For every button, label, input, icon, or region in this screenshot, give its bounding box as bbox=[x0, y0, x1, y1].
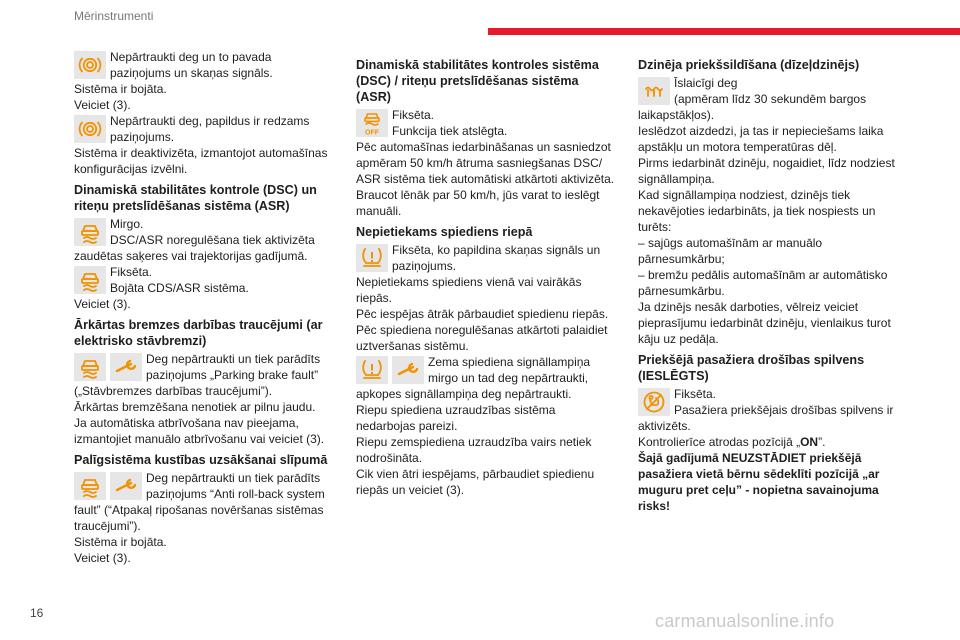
airbag-block bbox=[638, 386, 900, 418]
dsc-block-2 bbox=[74, 264, 336, 296]
text-line: nedarbojas pareizi. bbox=[356, 419, 458, 433]
text-line: Nepietiekams spiediens vienā vai vairākās bbox=[356, 275, 582, 289]
page-number: 16 bbox=[30, 606, 44, 620]
text-line: konfigurācijas izvēlni. bbox=[74, 162, 188, 176]
text-line: (apmēram līdz 30 sekundēm bargos bbox=[674, 92, 867, 106]
skid-car-off-icon bbox=[356, 109, 388, 137]
text-line: kāju uz pedāļa. bbox=[638, 332, 719, 346]
wrench-icon bbox=[392, 356, 424, 384]
text-line: Kontrolierīce atrodas pozīcijā „ON”. bbox=[638, 435, 826, 449]
dsc-off-block bbox=[356, 107, 619, 139]
text-line: Ieslēdzot aizdedzi, ja tas ir nepieciešams laika bbox=[638, 124, 884, 138]
text-line: Pirms iedarbināt dzinēju, nogaidiet, līdz nodziest bbox=[638, 156, 895, 170]
section-heading-emergency-brake: Ārkārtas bremzes darbības traucējumi (ar elektrisko stāvbremzi) bbox=[74, 318, 323, 348]
text-line: riepās. bbox=[356, 291, 393, 305]
warning-line: Šajā gadījumā NEUZSTĀDIET priekšējā bbox=[638, 451, 862, 465]
text-line: Nepārtraukti deg un to pavada bbox=[110, 50, 272, 64]
text-line: Īslaicīgi deg bbox=[674, 76, 738, 90]
text-line: Pēc spiediena noregulēšanas atkārtoti palaidiet bbox=[356, 323, 608, 337]
column-2 bbox=[356, 49, 619, 498]
text-line: Nepārtraukti deg, papildus ir redzams bbox=[110, 114, 310, 128]
section-heading-dsc: Dinamiskā stabilitātes kontrole (DSC) un riteņu pretslīdēšanas sistēma (ASR) bbox=[74, 183, 317, 213]
text-line: Ārkārtas bremzēšana nenotiek ar pilnu jaudu. bbox=[74, 400, 316, 414]
text-line: nodrošināta. bbox=[356, 451, 423, 465]
text-line: Braucot lēnāk par 50 km/h, jūs varat to ieslēgt bbox=[356, 188, 600, 202]
text-line: Pēc iespējas ātrāk pārbaudiet spiedienu riepās. bbox=[356, 307, 609, 321]
text-line: Zema spiediena signāllampiņa bbox=[428, 355, 591, 369]
text-line: apkopes signāllampiņa deg nepārtraukti. bbox=[356, 387, 572, 401]
text-line: Ja automātiska atbrīvošana nav pieejama, bbox=[74, 416, 299, 430]
skid-car-icon bbox=[74, 353, 106, 381]
text-line: pieprasījumu iedarbināt dzinēju, vienlaikus turot bbox=[638, 316, 891, 330]
emergency-brake-block bbox=[74, 351, 336, 383]
text-line: Fiksēta. bbox=[392, 108, 435, 122]
svg-text:OFF: OFF bbox=[365, 129, 379, 136]
text-line: laikapstākļos). bbox=[638, 108, 715, 122]
section-heading-dsc-off: Dinamiskā stabilitātes kontroles sistēma (DSC) / riteņu pretslīdēšanas sistēma (ASR) bbox=[356, 58, 599, 104]
glow-plug-icon bbox=[638, 77, 670, 105]
skid-car-icon bbox=[74, 266, 106, 294]
text-line: – bremžu pedālis automašīnām ar automātisko bbox=[638, 268, 888, 282]
brake-warning-block-2 bbox=[74, 113, 336, 145]
brake-pad-icon bbox=[74, 115, 106, 143]
section-heading-passenger-airbag: Priekšējā pasažiera drošības spilvens (IESLĒGTS) bbox=[638, 353, 865, 383]
text-line: traucējumi”). bbox=[74, 519, 141, 533]
skid-car-icon bbox=[74, 472, 106, 500]
airbag-on-icon bbox=[638, 388, 670, 416]
tyre-pressure-icon bbox=[356, 244, 388, 272]
text-line: paziņojums “Anti roll-back system bbox=[146, 487, 325, 501]
text-line: Pasažiera priekšējais drošības spilvens ir bbox=[674, 403, 894, 417]
text-line: signāllampiņa. bbox=[638, 172, 715, 186]
glow-plug-block bbox=[638, 75, 900, 107]
running-header: Mērinstrumenti bbox=[74, 9, 154, 23]
text-line: paziņojums un skaņas signāls. bbox=[110, 66, 273, 80]
column-1 bbox=[74, 49, 336, 566]
text-line: turēts: bbox=[638, 220, 672, 234]
text-line: manuāli. bbox=[356, 204, 402, 218]
wrench-icon bbox=[110, 353, 142, 381]
text-line: paziņojums. bbox=[392, 259, 457, 273]
hill-assist-block bbox=[74, 470, 336, 502]
wrench-icon bbox=[110, 472, 142, 500]
text-line: Fiksēta. bbox=[110, 265, 153, 279]
dsc-block-1 bbox=[74, 216, 336, 248]
text-line: Deg nepārtraukti un tiek parādīts bbox=[146, 352, 321, 366]
text-line: apmēram 50 km/h ātruma sasniegšanas DSC/ bbox=[356, 156, 603, 170]
text-line: Deg nepārtraukti un tiek parādīts bbox=[146, 471, 321, 485]
text-line: – sajūgs automašīnām ar manuālo bbox=[638, 236, 823, 250]
text-line: Funkcija tiek atslēgta. bbox=[392, 124, 508, 138]
text-line: Bojāta CDS/ASR sistēma. bbox=[110, 281, 249, 295]
text-line: („Stāvbremzes darbības traucējumi”). bbox=[74, 384, 273, 398]
text-line: Kad signāllampiņa nodziest, dzinējs tiek bbox=[638, 188, 851, 202]
warning-line: risks! bbox=[638, 499, 671, 513]
warning-line: pasažiera vietā bērnu sēdeklīti pozīcijā „ar bbox=[638, 467, 880, 481]
text-line: Sistēma ir bojāta. bbox=[74, 82, 167, 96]
text-line: Veiciet (3). bbox=[74, 297, 131, 311]
text-line: Fiksēta, ko papildina skaņas signāls un bbox=[392, 243, 601, 257]
text-line: Veiciet (3). bbox=[74, 551, 131, 565]
text-line: pārnesumkārbu; bbox=[638, 252, 725, 266]
brake-warning-block-1 bbox=[74, 49, 336, 81]
text-line: pārnesumkārbu. bbox=[638, 284, 725, 298]
column-3 bbox=[638, 49, 900, 514]
text-line: Veiciet (3). bbox=[74, 98, 131, 112]
text-line: izmantojiet manuālo atbrīvošanu vai veiciet (3). bbox=[74, 432, 325, 446]
text-line: fault” (“Atpakaļ ripošanas novēršanas sistēmas bbox=[74, 503, 324, 517]
warning-line: muguru pret ceļu” - nopietna savainojuma bbox=[638, 483, 879, 497]
watermark: carmanualsonline.info bbox=[655, 611, 835, 631]
text-line: Cik vien ātri iespējams, pārbaudiet spiedienu bbox=[356, 467, 595, 481]
tyre-pressure-icon bbox=[356, 356, 388, 384]
text-line: uztveršanas sistēmu. bbox=[356, 339, 469, 353]
text-line: aktivizēts. bbox=[638, 419, 691, 433]
text-line: Riepu spiediena uzraudzības sistēma bbox=[356, 403, 556, 417]
text-line: paziņojums. bbox=[110, 130, 175, 144]
text-line: Mirgo. bbox=[110, 217, 144, 231]
tyre-pressure-block-1 bbox=[356, 242, 619, 274]
section-heading-hill-assist: Palīgsistēma kustības uzsākšanai slīpumā bbox=[74, 453, 328, 467]
text-line: zaudētas saķeres vai trajektorijas gadījumā. bbox=[74, 249, 308, 263]
text-line: Pēc automašīnas iedarbināšanas un sasniedzot bbox=[356, 140, 611, 154]
text-line: Riepu zemspiediena uzraudzība vairs netiek bbox=[356, 435, 592, 449]
text-line: Sistēma ir deaktivizēta, izmantojot automašīnas bbox=[74, 146, 328, 160]
skid-car-icon bbox=[74, 218, 106, 246]
text-line: riepās un veiciet (3). bbox=[356, 483, 465, 497]
text-line: Fiksēta. bbox=[674, 387, 717, 401]
brake-pad-icon bbox=[74, 51, 106, 79]
text-line: Ja dzinējs nesāk darboties, vēlreiz veiciet bbox=[638, 300, 859, 314]
section-heading-tyre-pressure: Nepietiekams spiediens riepā bbox=[356, 225, 533, 239]
text-line: nekavējoties iedarbināts, ja tiek nospiests un bbox=[638, 204, 876, 218]
text-line: apstākļu un motora temperatūras dēļ. bbox=[638, 140, 837, 154]
tyre-pressure-block-2 bbox=[356, 354, 619, 386]
text-line: ASR sistēma tiek automātiski atkārtoti aktivizēta. bbox=[356, 172, 615, 186]
text-line: paziņojums „Parking brake fault” bbox=[146, 368, 319, 382]
text-line: mirgo un tad deg nepārtraukti, bbox=[428, 371, 589, 385]
section-heading-glow-plugs: Dzinēja priekšsildīšana (dīzeļdzinējs) bbox=[638, 58, 860, 72]
text-line: DSC/ASR noregulēšana tiek aktivizēta bbox=[110, 233, 315, 247]
text-line: Sistēma ir bojāta. bbox=[74, 535, 167, 549]
header-red-bar bbox=[488, 28, 960, 35]
